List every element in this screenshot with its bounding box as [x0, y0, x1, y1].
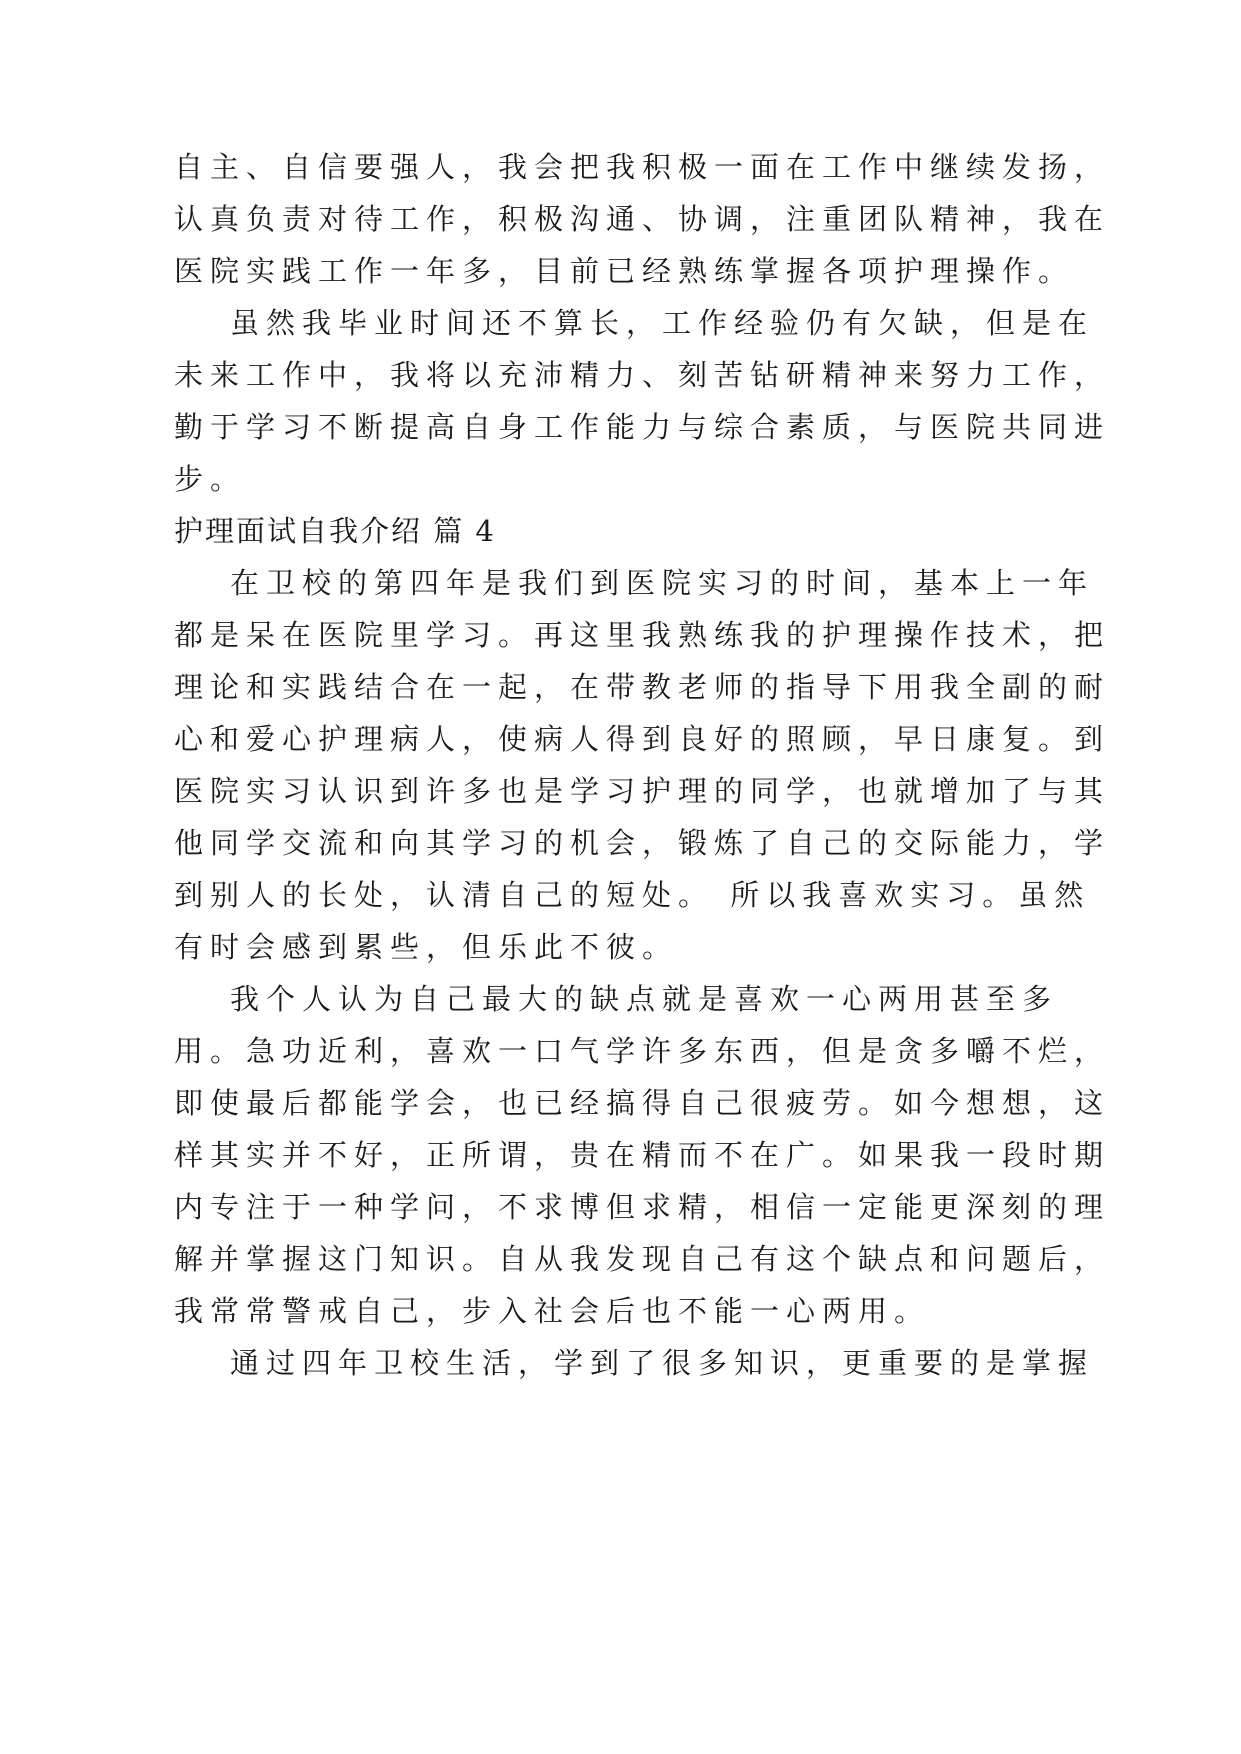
- line-text: 认真负责对待工作，积极沟通、协调，注重团队精神，我在: [174, 202, 1111, 236]
- paragraph-line: [0, 821, 1241, 865]
- line-text: 解并掌握这门知识。自从我发现自己有这个缺点和问题后，: [174, 1242, 1111, 1276]
- paragraph-line: [0, 1237, 1241, 1281]
- line-text: 即使最后都能学会，也已经搞得自己很疲劳。如今想想，这: [174, 1086, 1111, 1120]
- paragraph-line: [0, 769, 1241, 813]
- line-text: 有时会感到累些，但乐此不彼。: [174, 930, 679, 964]
- paragraph-line: [0, 1081, 1241, 1125]
- line-text: 用。急功近利，喜欢一口气学许多东西，但是贪多嚼不烂，: [174, 1034, 1111, 1068]
- line-text: 步。: [174, 462, 247, 496]
- paragraph-line: [0, 457, 1241, 501]
- paragraph-line: [0, 925, 1241, 969]
- line-text: 他同学交流和向其学习的机会，锻炼了自己的交际能力，学: [174, 826, 1111, 860]
- paragraph-line: [0, 301, 1241, 345]
- section-heading: [0, 509, 1241, 553]
- paragraph-line: [0, 197, 1241, 241]
- paragraph-line: [0, 665, 1241, 709]
- paragraph-line: [0, 1185, 1241, 1229]
- paragraph-line: [0, 561, 1241, 605]
- paragraph-line: [0, 353, 1241, 397]
- paragraph-line: [0, 977, 1241, 1021]
- line-text: 在卫校的第四年是我们到医院实习的时间，基本上一年: [230, 566, 1095, 600]
- line-text: 未来工作中，我将以充沛精力、刻苦钻研精神来努力工作，: [174, 358, 1111, 392]
- line-text: 勤于学习不断提高自身工作能力与综合素质，与医院共同进: [174, 410, 1111, 444]
- line-text: 自主、自信要强人，我会把我积极一面在工作中继续发扬，: [174, 150, 1111, 184]
- paragraph-line: [0, 1029, 1241, 1073]
- paragraph-line: [0, 873, 1241, 917]
- line-text: 虽然我毕业时间还不算长，工作经验仍有欠缺，但是在: [230, 306, 1095, 340]
- line-text: 内专注于一种学问，不求博但求精，相信一定能更深刻的理: [174, 1190, 1111, 1224]
- paragraph-line: [0, 145, 1241, 189]
- line-text: 医院实习认识到许多也是学习护理的同学，也就增加了与其: [174, 774, 1111, 808]
- line-text: 样其实并不好，正所谓，贵在精而不在广。如果我一段时期: [174, 1138, 1111, 1172]
- line-text: 到别人的长处，认清自己的短处。 所以我喜欢实习。虽然: [174, 878, 1091, 912]
- paragraph-line: [0, 1289, 1241, 1333]
- line-text: 心和爱心护理病人，使病人得到良好的照顾，早日康复。到: [174, 722, 1111, 756]
- paragraph-line: [0, 405, 1241, 449]
- line-text: 我常常警戒自己，步入社会后也不能一心两用。: [174, 1294, 931, 1328]
- line-text: 我个人认为自己最大的缺点就是喜欢一心两用甚至多: [230, 982, 1059, 1016]
- heading-text: 护理面试自我介绍 篇 4: [174, 514, 496, 548]
- line-text: 理论和实践结合在一起，在带教老师的指导下用我全副的耐: [174, 670, 1111, 704]
- paragraph-line: [0, 717, 1241, 761]
- paragraph-line: [0, 249, 1241, 293]
- paragraph-line: [0, 1341, 1241, 1385]
- line-text: 医院实践工作一年多，目前已经熟练掌握各项护理操作。: [174, 254, 1075, 288]
- paragraph-line: [0, 1133, 1241, 1177]
- paragraph-line: [0, 613, 1241, 657]
- line-text: 通过四年卫校生活，学到了很多知识，更重要的是掌握: [230, 1346, 1095, 1380]
- line-text: 都是呆在医院里学习。再这里我熟练我的护理操作技术，把: [174, 618, 1111, 652]
